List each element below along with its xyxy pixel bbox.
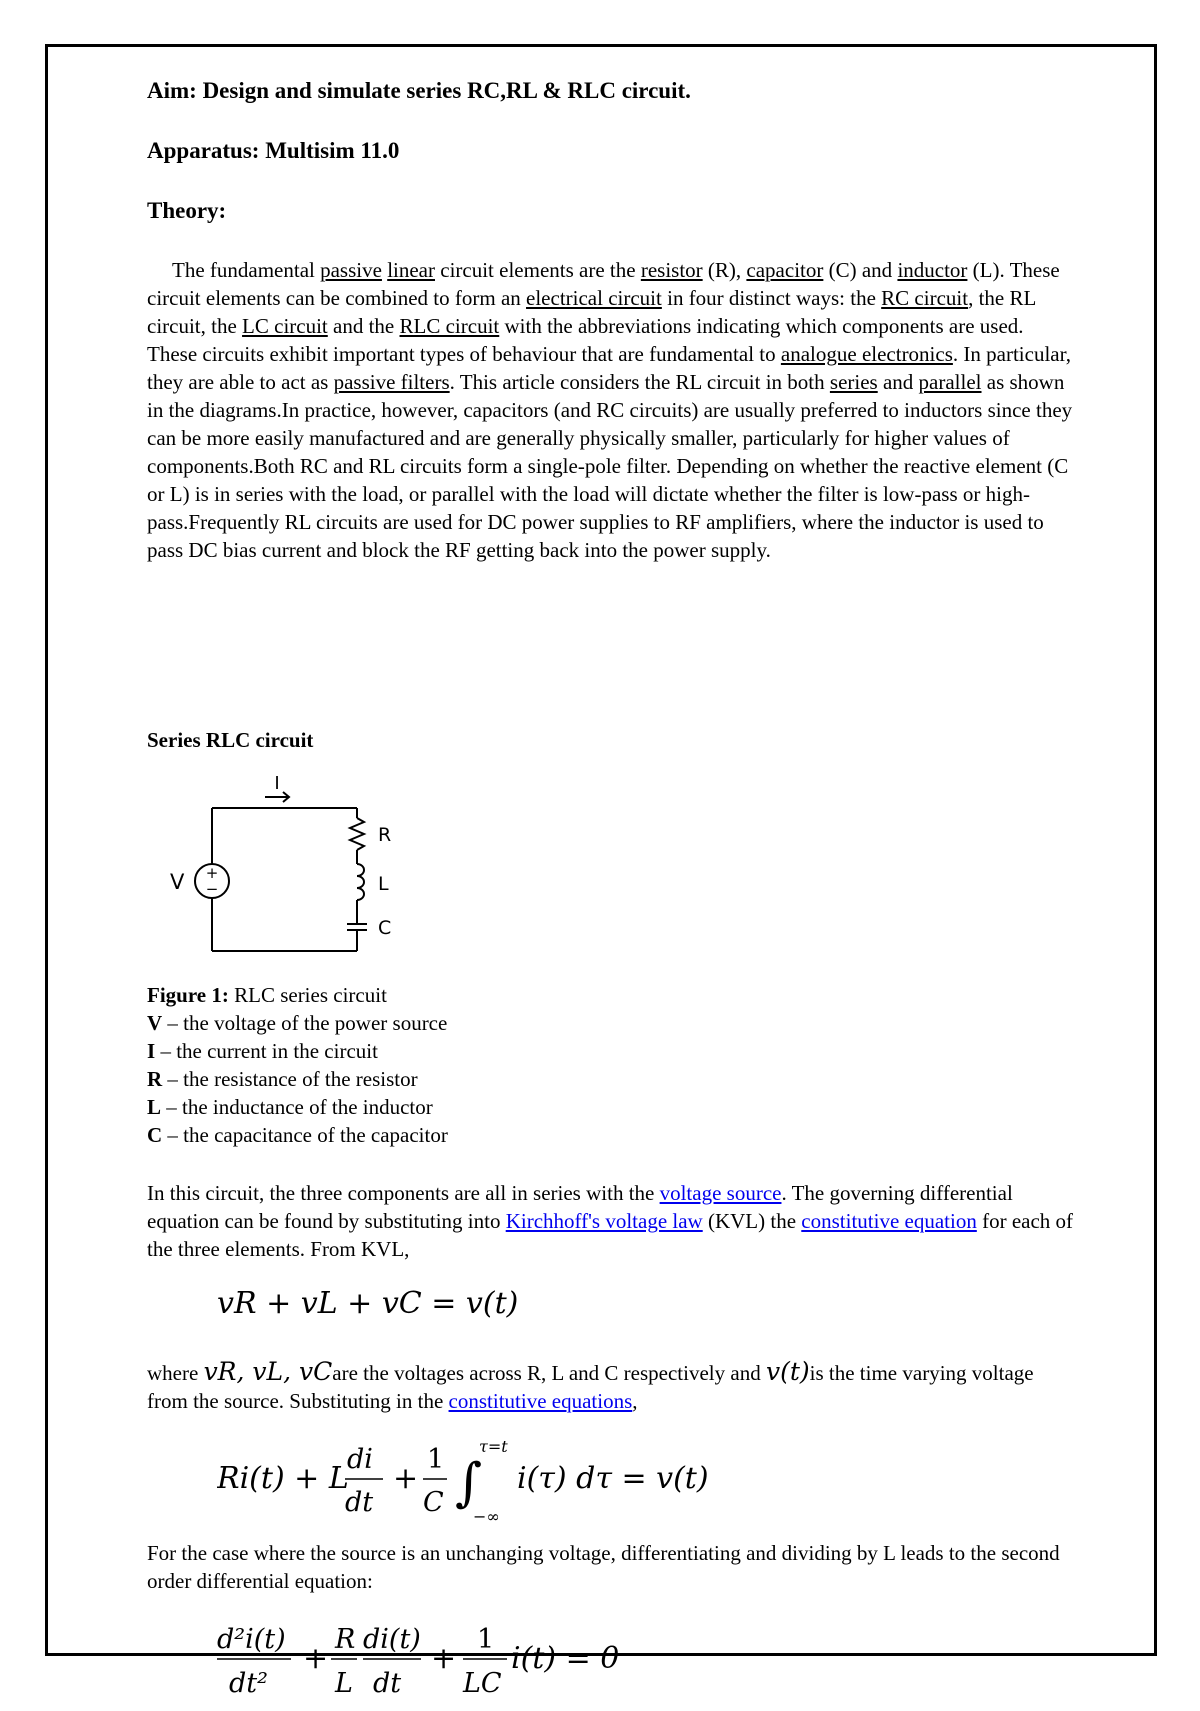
source-voltage-symbol: v(t) xyxy=(765,1357,810,1386)
legend-v: V – the voltage of the power source xyxy=(147,1011,448,1035)
link-capacitor[interactable]: capacitor xyxy=(746,258,824,282)
kvl-paragraph: In this circuit, the three components are all in series with the voltage source. The governing differential equation can be found by substituting into Kirchhoff's voltage law (KVL) the constitutive equation for each of the three elements. From KVL, xyxy=(147,1181,1074,1261)
figure-legend xyxy=(147,981,448,1149)
legend-l: L – the inductance of the inductor xyxy=(147,1095,433,1119)
svg-text:1: 1 xyxy=(427,1444,445,1475)
series-rlc-heading: Series RLC circuit xyxy=(147,728,314,752)
svg-text:di(t): di(t) xyxy=(363,1624,421,1655)
svg-text:dt: dt xyxy=(373,1668,402,1699)
svg-text:+: + xyxy=(431,1641,457,1676)
current-label: I xyxy=(274,776,280,794)
svg-text:L: L xyxy=(335,1668,353,1699)
plus-sign: + xyxy=(205,864,219,882)
theory-heading: Theory: xyxy=(147,198,227,223)
svg-text:d²i(t): d²i(t) xyxy=(217,1624,286,1655)
svg-text:∫: ∫ xyxy=(455,1453,483,1513)
svg-text:di: di xyxy=(347,1444,373,1475)
legend-r: R – the resistance of the resistor xyxy=(147,1067,418,1091)
inductor-label: L xyxy=(378,873,389,895)
link-linear[interactable]: linear xyxy=(387,258,435,282)
link-parallel[interactable]: parallel xyxy=(918,370,982,394)
kvl-equation: vR + vL + vC = v(t) xyxy=(217,1286,519,1321)
integral-equation xyxy=(217,1436,837,1531)
link-kirchhoffs-voltage-law[interactable]: Kirchhoff's voltage law xyxy=(505,1209,703,1233)
link-inductor[interactable]: inductor xyxy=(897,258,968,282)
link-constitutive-equations[interactable]: constitutive equations xyxy=(448,1389,633,1413)
svg-text:dt²: dt² xyxy=(229,1668,268,1699)
minus-sign: − xyxy=(205,880,219,898)
link-passive[interactable]: passive xyxy=(320,258,382,282)
aim-heading: Aim: Design and simulate series RC,RL & RLC circuit. xyxy=(147,78,691,103)
figure-caption: Figure 1: RLC series circuit xyxy=(147,983,387,1007)
link-electrical-circuit[interactable]: electrical circuit xyxy=(526,286,662,310)
where-paragraph: where vR, vL, vCare the voltages across R, L and C respectively and v(t)is the time varying voltage from the source. Substituting in the constitutive equations, xyxy=(147,1357,1034,1413)
resistor-symbol xyxy=(350,818,364,850)
svg-text:dt: dt xyxy=(345,1487,374,1518)
capacitor-label: C xyxy=(378,917,392,939)
second-order-equation xyxy=(217,1616,737,1711)
link-analogue-electronics[interactable]: analogue electronics xyxy=(780,342,953,366)
source-label: V xyxy=(170,870,185,894)
link-voltage-source[interactable]: voltage source xyxy=(659,1181,782,1205)
svg-text:i(t) = 0: i(t) = 0 xyxy=(511,1641,620,1676)
svg-text:−∞: −∞ xyxy=(473,1507,500,1526)
inductor-symbol xyxy=(357,864,364,900)
voltage-symbols: vR, vL, vC xyxy=(203,1357,333,1386)
link-rc-circuit[interactable]: RC circuit xyxy=(881,286,969,310)
case-paragraph: For the case where the source is an unchanging voltage, differentiating and dividing by L leads to the second order differential equation: xyxy=(147,1541,1060,1593)
svg-text:1: 1 xyxy=(477,1624,495,1655)
svg-text:+: + xyxy=(393,1461,419,1496)
link-lc-circuit[interactable]: LC circuit xyxy=(242,314,328,338)
svg-text:i(τ) dτ = v(t): i(τ) dτ = v(t) xyxy=(517,1461,709,1496)
resistor-label: R xyxy=(378,824,392,846)
svg-text:Ri(t) + L: Ri(t) + L xyxy=(217,1461,349,1496)
link-resistor[interactable]: resistor xyxy=(640,258,703,282)
legend-c: C – the capacitance of the capacitor xyxy=(147,1123,448,1147)
svg-text:R: R xyxy=(335,1624,356,1655)
link-series[interactable]: series xyxy=(829,370,878,394)
apparatus-heading: Apparatus: Multisim 11.0 xyxy=(147,138,400,163)
link-constitutive-equation[interactable]: constitutive equation xyxy=(801,1209,977,1233)
link-rlc-circuit[interactable]: RLC circuit xyxy=(399,314,500,338)
legend-i: I – the current in the circuit xyxy=(147,1039,378,1063)
svg-text:C: C xyxy=(423,1487,444,1518)
svg-text:τ=t: τ=t xyxy=(479,1437,508,1456)
rlc-circuit-diagram xyxy=(152,776,412,976)
link-passive-filters[interactable]: passive filters xyxy=(333,370,450,394)
theory-paragraph: The fundamental passive linear circuit elements are the resistor (R), capacitor (C) and inductor (L). These circuit elements can be combined to form an electrical circuit in four distinct ways: the RC circuit, the RL circuit, the LC circuit and the RLC circuit with the abbreviations indicating which components are used. These circuits exhibit important types of behaviour that are fundamental to analogue electronics. In particular, they are able to act as passive filters. This article considers the RL circuit in both series and parallel as shown in the diagrams.In practice, however, capacitors (and RC circuits) are usually preferred to inductors since they can be more easily manufactured and are generally physically smaller, particularly for higher values of components.Both RC and RL circuits form a single-pole filter. Depending on whether the reactive element (C or L) is in series with the load, or parallel with the load will dictate whether the filter is low-pass or high-pass.Frequently RL circuits are used for DC power supplies to RF amplifiers, where the inductor is used to pass DC bias current and block the RF getting back into the power supply. xyxy=(147,258,1073,562)
svg-text:+: + xyxy=(303,1641,329,1676)
svg-text:LC: LC xyxy=(463,1668,502,1699)
